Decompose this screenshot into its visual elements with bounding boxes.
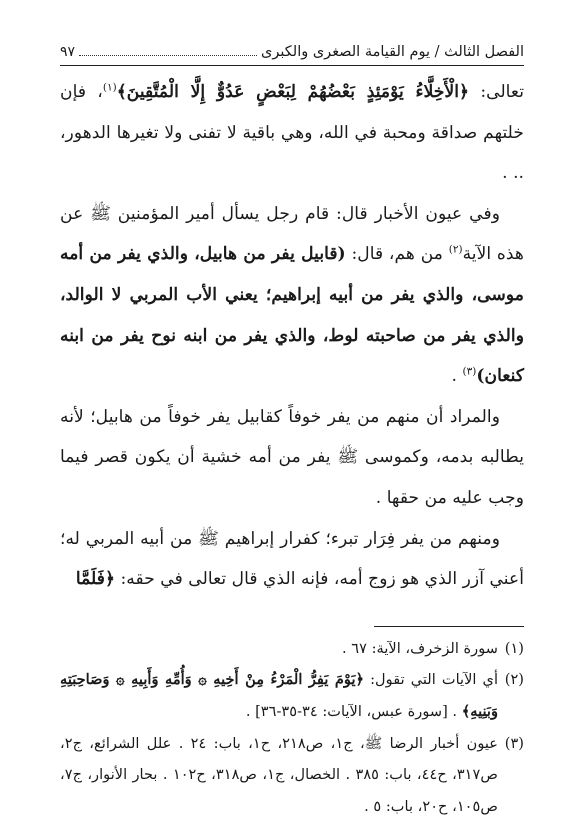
footnote-ref-1: (١) (102, 81, 117, 94)
main-text (60, 72, 524, 600)
header-rule (60, 65, 524, 66)
footnote-text: سورة الزخرف، الآية: ٦٧ . (342, 639, 498, 657)
p1-rest: ، فإن خلتهم صداقة ومحبة في الله، وهي باقية لا تفنى ولا تغيرها الدهور، .. . (60, 82, 524, 184)
quran-verse-start: ﴿فَلَمَّا (75, 569, 116, 590)
footnotes (60, 633, 524, 823)
footnote-number: (٣) (504, 734, 524, 752)
running-header (60, 44, 524, 65)
quran-verse: ﴿الْأَخِلَّاءُ يَوْمَئِذٍ بَعْضُهُمْ لِبَعْضٍ عَدُوٌّ إِلَّا الْمُتَّقِينَ﴾ (116, 82, 470, 102)
p2-mid: من هم، قال: (345, 244, 449, 265)
paragraph-3: والمراد أن منهم من يفر خوفاً كقابيل يفر خوفاً من هابيل؛ لأنه يطالبه بدمه، وكموسى ﷺ يفر من أمه خشية أن يكون قصر فيما وجب عليه من حقها . (60, 406, 524, 508)
footnote-text: عيون أخبار الرضا ﷺ، ج١، ص٢١٨، ح١، باب: ٢٤ . علل الشرائع، ج٢، ص٣١٧، ح٤٤، باب: ٣٨٥ . الخصال، ج١، ص٣١٨، ح١٠٢ . بحار الأنوار، ج٧، ص١٠٥، ح٢٠، باب: ٥ . (60, 734, 498, 815)
paragraph-4 (60, 519, 524, 600)
p2-end: . (451, 366, 463, 387)
footnote-ref-2: (٢) (448, 243, 463, 256)
footnote-number: (١) (504, 639, 524, 657)
paragraph-1 (60, 72, 524, 194)
page-number: ٩٧ (60, 44, 76, 60)
footnote-2-lead: أي الآيات التي تقول: (364, 671, 498, 689)
p1-lead: تعالى: (469, 82, 524, 102)
footnote-3 (60, 728, 524, 823)
footnote-number: (٢) (504, 671, 524, 689)
footnote-ref-3: (٣) (462, 365, 477, 378)
footnote-quran-verse: ﴿يَوْمَ يَفِرُّ الْمَرْءُ مِنْ أَخِيهِ ۞ وَأُمِّهِ وَأَبِيهِ ۞ وَصَاحِبَتِهِ وَبَنِيهِ﴾ (60, 671, 498, 720)
footnote-text (60, 664, 498, 727)
p2-lead: وفي عيون الأخبار قال: قام رجل يسأل أمير المؤمنين ﷺ عن هذه الآية (60, 203, 524, 265)
footnote-separator (374, 626, 524, 627)
paragraph-2 (60, 194, 524, 397)
leader-dots (79, 54, 257, 56)
narration-quote: (قابيل يفر من هابيل، والذي يفر من أمه موسى، والذي يفر من أبيه إبراهيم؛ يعني الأب المربي لا الوالد، والذي يفر من صاحبته لوط، والذي يفر من ابنه نوح يفر من ابنه كنعان) (60, 244, 524, 387)
footnote-2 (60, 664, 524, 727)
chapter-title: الفصل الثالث / يوم القيامة الصغرى والكبرى (261, 44, 524, 60)
footnote-1 (60, 633, 524, 665)
p4-text: ومنهم من يفر فِرَار تبرء؛ كفرار إبراهيم ﷺ من أبيه المربي له؛ أعني آزر الذي هو زوج أمه، فإنه الذي قال تعالى في حقه: (60, 528, 524, 590)
footnote-2-ref: . [سورة عبس، الآيات: ٣٤-٣٥-٣٦] . (245, 702, 462, 720)
